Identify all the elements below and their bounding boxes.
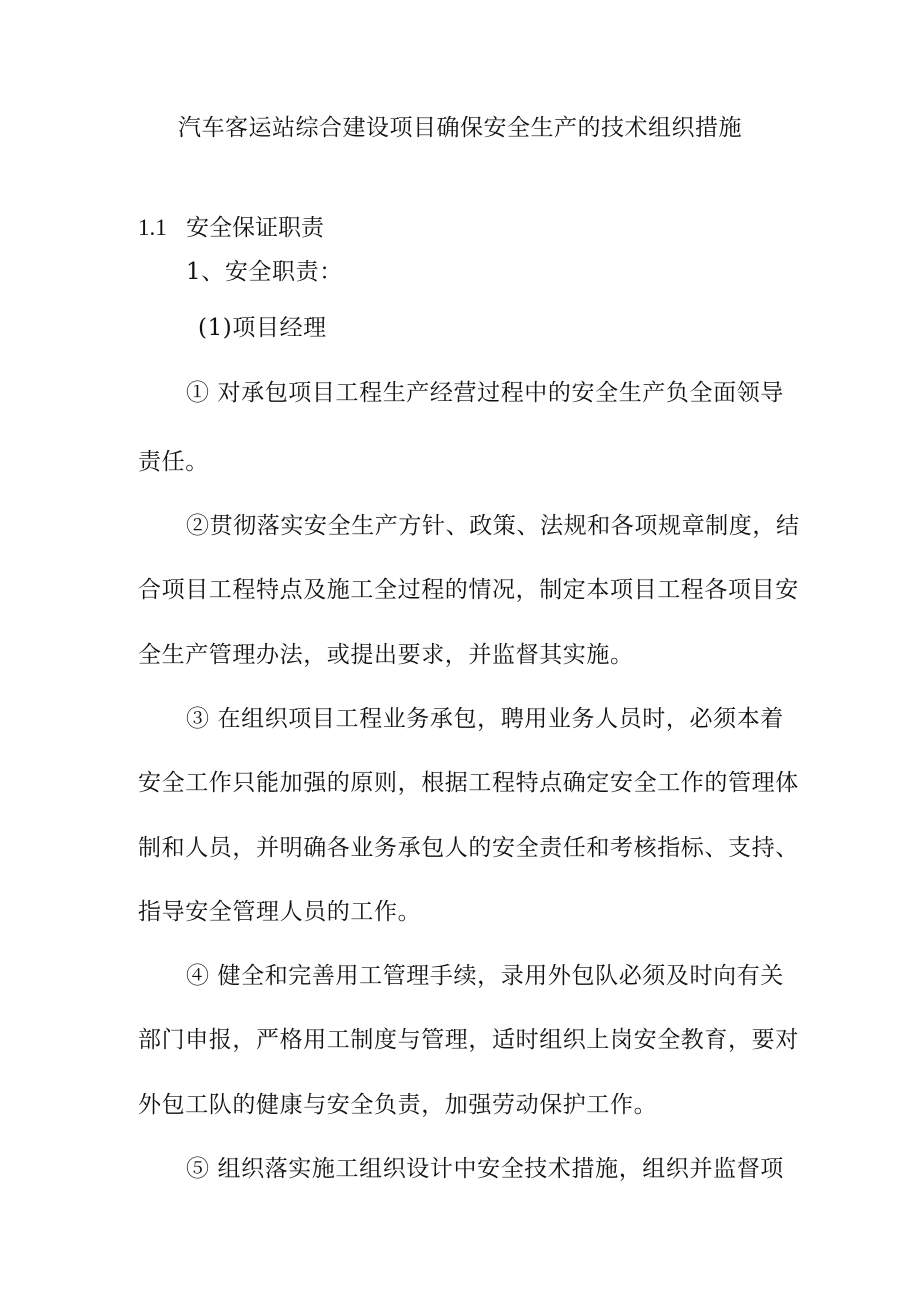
paragraph-line: ① 对承包项目工程生产经营过程中的安全生产负全面领导 [186, 380, 784, 406]
paragraph-line: 指导安全管理人员的工作。 [138, 899, 422, 925]
role-heading: (1)项目经理 [198, 315, 327, 341]
paragraph-line: 部门申报，严格用工制度与管理，适时组织上岗安全教育，要对 [138, 1027, 799, 1053]
section-heading [138, 212, 324, 244]
paragraph-line: 全生产管理办法，或提出要求，并监督其实施。 [138, 642, 634, 668]
paragraph-line: ⑤ 组织落实施工组织设计中安全技术措施，组织并监督项 [186, 1156, 784, 1182]
paragraph-line: ③ 在组织项目工程业务承包，聘用业务人员时，必须本着 [186, 706, 784, 732]
paragraph-line: 制和人员，并明确各业务承包人的安全责任和考核指标、支持、 [138, 835, 799, 861]
paragraph-line: ④ 健全和完善用工管理手续，录用外包队必须及时向有关 [186, 963, 784, 989]
paragraph-line: ②贯彻落实安全生产方针、政策、法规和各项规章制度，结 [186, 513, 800, 539]
subheading: 1、安全职责： [186, 259, 343, 285]
paragraph-line: 合项目工程特点及施工全过程的情况，制定本项目工程各项目安 [138, 577, 799, 603]
document-title: 汽车客运站综合建设项目确保安全生产的技术组织措施 [178, 115, 742, 141]
paragraph-line: 外包工队的健康与安全负责，加强劳动保护工作。 [138, 1092, 658, 1118]
paragraph-line: 责任。 [138, 449, 209, 475]
section-number: 1.1 [138, 215, 167, 240]
section-title: 安全保证职责 [186, 215, 324, 241]
paragraph-line: 安全工作只能加强的原则，根据工程特点确定安全工作的管理体 [138, 770, 799, 796]
